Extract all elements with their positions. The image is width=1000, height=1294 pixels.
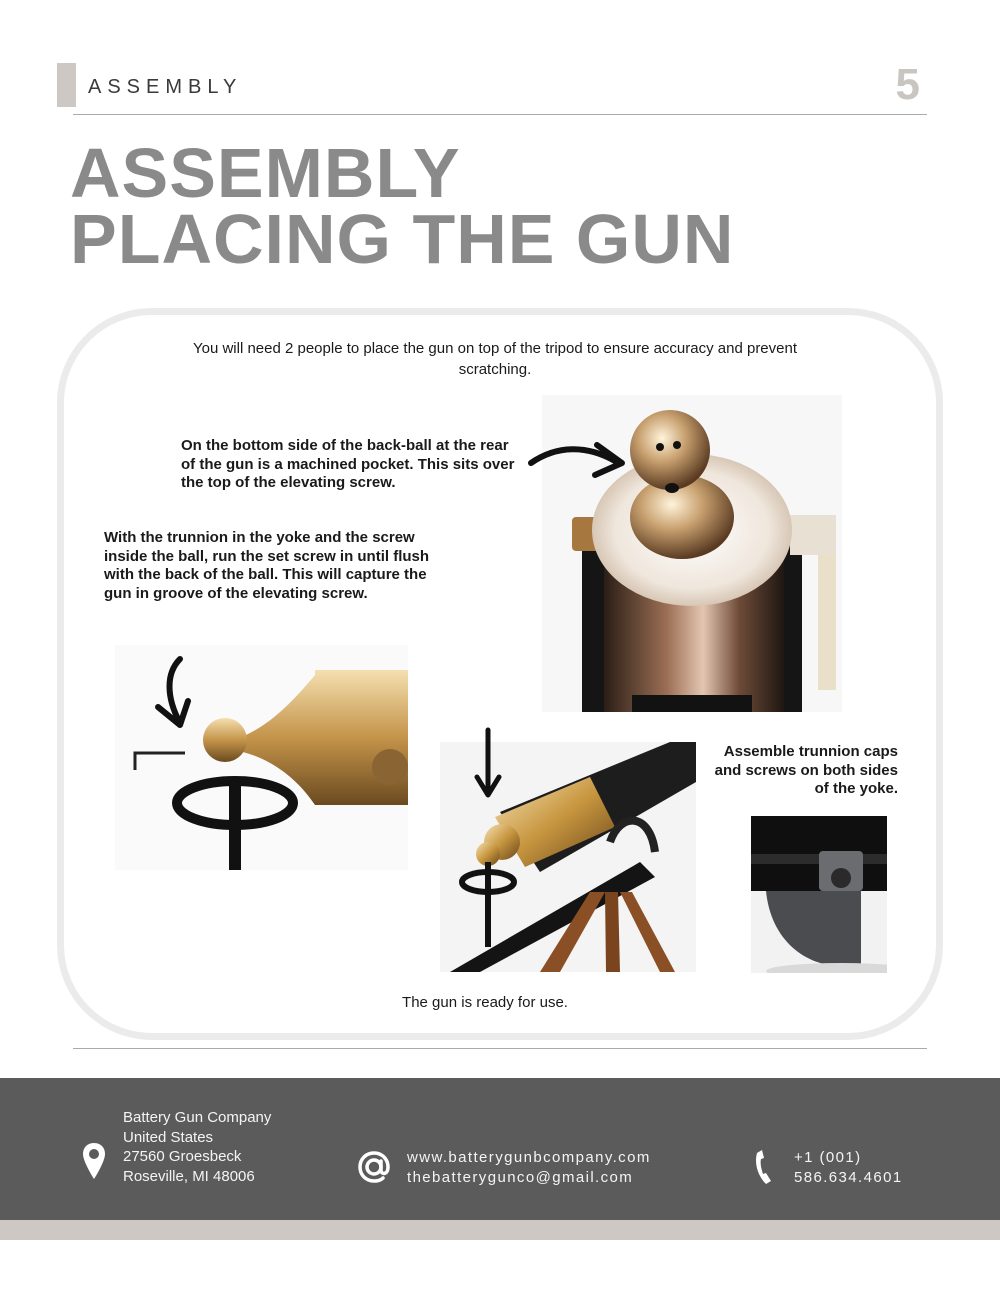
address-line: Roseville, MI 48006 [123,1167,255,1185]
page-title-line1: ASSEMBLY [70,134,461,212]
company-address [123,1108,271,1186]
phone-line: +1 (001) [794,1149,862,1166]
page-number: 5 [895,60,920,109]
address-line: Battery Gun Company [123,1109,272,1126]
footer [0,1078,1000,1220]
at-sign-icon [357,1150,391,1184]
phone-number[interactable]: 586.634.4601 [794,1168,903,1186]
section-label: ASSEMBLY [88,76,243,98]
arrow-down-icon [474,727,502,799]
trunnion-cap-photo [751,816,887,973]
footer-accent-strip [0,1220,1000,1240]
trunnion-caps-note: Assemble trunnion caps and screws on both sides of the yoke. [714,743,898,797]
trunnion-note: With the trunnion in the yoke and the screw inside the ball, run the set screw in until flush with the back of the ball. This will capture the gun in groove of the elevating screw. [104,529,430,602]
location-pin-icon [82,1142,106,1180]
website-link[interactable]: www.batterygunbcompany.com [407,1149,651,1166]
arrow-right-icon [527,437,627,479]
phone-icon [754,1148,778,1186]
header-accent-bar [57,63,76,107]
contact-phone [794,1148,903,1187]
ready-text: The gun is ready for use. [402,994,568,1011]
header-divider [73,114,927,115]
arrow-down-curved-icon [152,655,194,730]
footer-divider [73,1048,927,1049]
email-link[interactable]: thebatterygunco@gmail.com [407,1168,634,1186]
intro-text: You will need 2 people to place the gun on top of the tripod to ensure accuracy and prevent scratching. [192,340,798,378]
address-line: 27560 Groesbeck [123,1148,242,1165]
contact-web [407,1148,651,1187]
back-ball-note: On the bottom side of the back-ball at the rear of the gun is a machined pocket. This sits over the top of the elevating screw. [181,437,515,491]
page-title [70,134,735,278]
address-line: United States [123,1128,214,1146]
page-title-line2: PLACING THE GUN [70,200,735,278]
